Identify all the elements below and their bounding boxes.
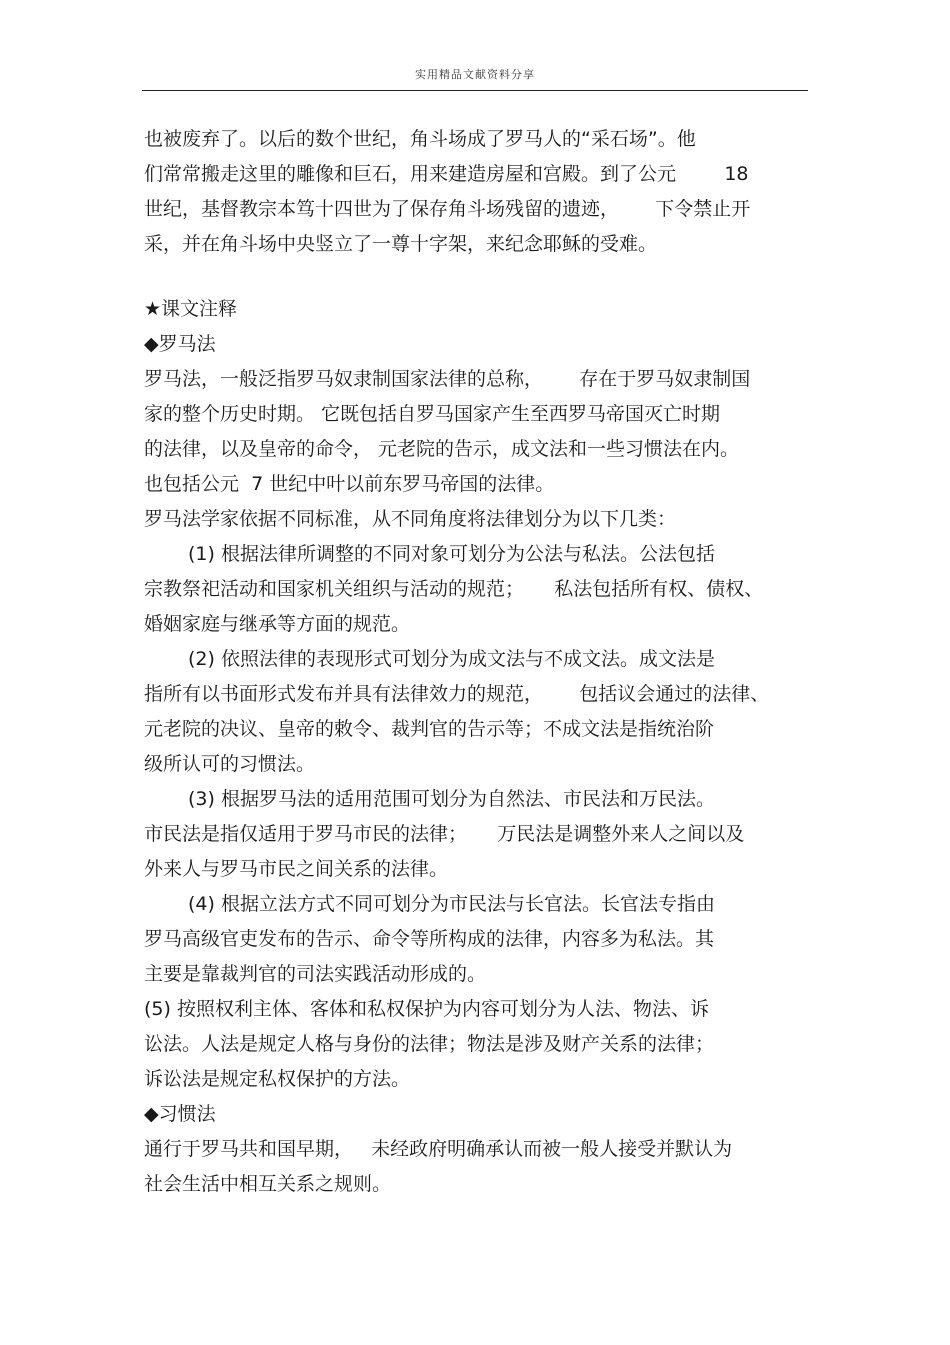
paragraph-line: 也包括公元 7 世纪中叶以前东罗马帝国的法律。 (144, 473, 555, 495)
list-item-4: (4) 根据立法方式不同可划分为市民法与长官法。长官法专指由 (188, 893, 715, 915)
list-item-4-cont: 主要是靠裁判官的司法实践活动形成的。 (144, 963, 487, 985)
list-item-2-cont: 级所认可的习惯法。 (144, 753, 316, 775)
list-item-5-cont: 讼法。人法是规定人格与身份的法律；物法是涉及财产关系的法律； (144, 1033, 715, 1055)
section-gap (144, 262, 810, 292)
list-item-2-cont: 元老院的决议、皇帝的敕令、裁判官的告示等；不成文法是指统治阶 (144, 718, 715, 740)
intro-line: 也被废弃了。以后的数个世纪，角斗场成了罗马人的“采石场”。他 (144, 128, 696, 150)
intro-line: 们常常搬走这里的雕像和巨石，用来建造房屋和宫殿。到了公元 18 (144, 163, 749, 185)
list-item-2-cont: 指所有以书面形式发布并具有法律效力的规范， 包括议会通过的法律、 (144, 683, 770, 705)
list-item-3: (3) 根据罗马法的适用范围可划分为自然法、市民法和万民法。 (188, 788, 715, 810)
header-divider (142, 90, 808, 91)
intro-line: 采，并在角斗场中央竖立了一尊十字架，来纪念耶稣的受难。 (144, 233, 658, 255)
document-body (144, 122, 810, 1202)
list-item-4-cont: 罗马高级官吏发布的告示、命令等所构成的法律，内容多为私法。其 (144, 928, 715, 950)
subheading-roman-law: ◆罗马法 (144, 333, 216, 355)
list-item-5: (5) 按照权利主体、客体和私权保护为内容可划分为人法、物法、诉 (144, 998, 709, 1020)
paragraph-line: 罗马法，一般泛指罗马奴隶制国家法律的总称， 存在于罗马奴隶制国 (144, 368, 751, 390)
list-item-1: (1) 根据法律所调整的不同对象可划分为公法与私法。公法包括 (188, 543, 715, 565)
list-item-1-cont: 婚姻家庭与继承等方面的规范。 (144, 613, 411, 635)
paragraph-line: 罗马法学家依据不同标准，从不同角度将法律划分为以下几类： (144, 508, 677, 530)
paragraph-line: 通行于罗马共和国早期， 未经政府明确承认而被一般人接受并默认为 (144, 1138, 733, 1160)
list-item-1-cont: 宗教祭祀活动和国家机关组织与活动的规范； 私法包括所有权、债权、 (144, 578, 764, 600)
subheading-customary-law: ◆习惯法 (144, 1103, 216, 1125)
list-item-3-cont: 市民法是指仅适用于罗马市民的法律； 万民法是调整外来人之间以及 (144, 823, 745, 845)
paragraph-line: 家的整个历史时期。 它既包括自罗马国家产生至西罗马帝国灭亡时期 (144, 403, 721, 425)
list-item-5-cont: 诉讼法是规定私权保护的方法。 (144, 1068, 411, 1090)
paragraph-line: 社会生活中相互关系之规则。 (144, 1173, 392, 1195)
page-header: 实用精品文献资料分享 (415, 68, 535, 81)
intro-line: 世纪，基督教宗本笃十四世为了保存角斗场残留的遗迹， 下令禁止开 (144, 198, 751, 220)
list-item-2: (2) 依照法律的表现形式可划分为成文法与不成文法。成文法是 (188, 648, 715, 670)
paragraph-line: 的法律，以及皇帝的命令， 元老院的告示，成文法和一些习惯法在内。 (144, 438, 740, 460)
list-item-3-cont: 外来人与罗马市民之间关系的法律。 (144, 858, 449, 880)
section-heading-notes: ★课文注释 (144, 298, 238, 320)
